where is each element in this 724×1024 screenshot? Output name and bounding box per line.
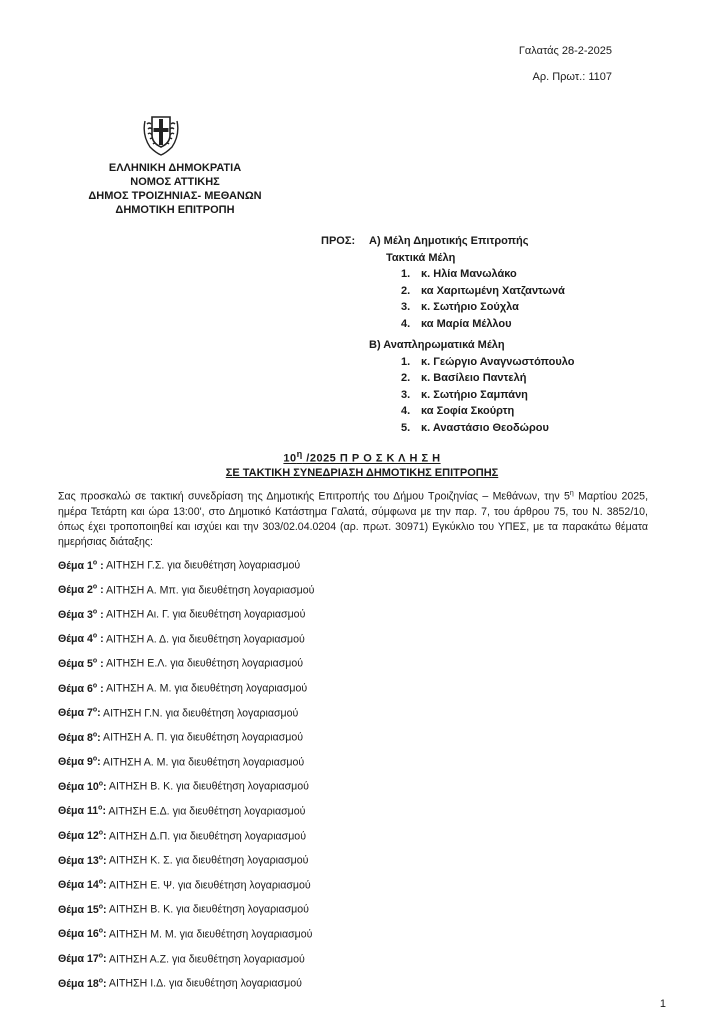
list-item bbox=[58, 876, 314, 901]
list-item bbox=[58, 581, 314, 606]
topic-text: ΑΙΤΗΣΗ Β. Κ. για διευθέτηση λογαριασμού bbox=[106, 780, 309, 793]
list-item bbox=[58, 630, 314, 655]
topic-label: Θέμα $11^o$: bbox=[58, 804, 106, 818]
member-name: κ. Ηλία Μανωλάκο bbox=[421, 268, 517, 280]
invitation-body: Σας προσκαλώ σε τακτική συνεδρίαση της Δημοτικής Επιτροπής του Δήμου Τροιζηνίας – Μεθάνων, την $5^\eta$ Μαρτίου 2025, ημέρα Τετάρτη και ώρα 13:00', στο Δημοτικό Κατάστημα Γαλατά, σύμφωνα με την παρ. 7, του άρθρου 75, του Ν. 3852/10, όπως έχει τροποποιηθεί και ισχύει και την 303/02.04.0204 (αρ. πρωτ. 30971) Εγκύκλιο του ΥΠΕΣ, με τα παρακάτω θέματα ημερήσιας διάταξης: bbox=[58, 490, 649, 548]
document-date: Γαλατάς 28-2-2025 bbox=[518, 45, 612, 57]
invitation-title: $10^\eta$ /2025 Π Ρ Ο Σ Κ Λ Η Σ Η bbox=[283, 449, 441, 465]
protocol-number: Αρ. Πρωτ.: 1107 bbox=[532, 71, 612, 83]
list-item bbox=[369, 420, 574, 437]
topic-text: ΑΙΤΗΣΗ Α. Μπ. για διευθέτηση λογαριασμού bbox=[103, 584, 315, 597]
list-item bbox=[369, 316, 565, 333]
list-item bbox=[58, 802, 314, 827]
topic-text: ΑΙΤΗΣΗ Γ.Σ. για διευθέτηση λογαριασμού bbox=[103, 559, 301, 572]
topic-text: ΑΙΤΗΣΗ Α.Ζ. για διευθέτηση λογαριασμού bbox=[106, 953, 305, 966]
list-item bbox=[58, 950, 314, 975]
topic-text: ΑΙΤΗΣΗ Β. Κ. για διευθέτηση λογαριασμού bbox=[106, 903, 309, 916]
member-name: κα Μαρία Μέλλου bbox=[421, 317, 512, 330]
list-item bbox=[58, 777, 314, 802]
item-number: 2. bbox=[401, 372, 411, 384]
topic-label: Θέμα $17^o$: bbox=[58, 952, 107, 966]
list-item bbox=[58, 556, 314, 581]
list-item bbox=[58, 827, 314, 852]
topic-label: Θέμα $2^o$ : bbox=[58, 583, 104, 597]
group-title: Β) Αναπληρωματικά Μέλη bbox=[369, 339, 505, 351]
member-name: κ. Βασίλειο Παντελή bbox=[421, 372, 527, 384]
topic-text: ΑΙΤΗΣΗ Γ.Ν. για διευθέτηση λογαριασμού bbox=[100, 707, 299, 720]
topic-text: ΑΙΤΗΣΗ Α. Π. για διευθέτηση λογαριασμού bbox=[100, 731, 304, 744]
agenda-topics bbox=[58, 556, 314, 999]
greek-coat-of-arms-icon bbox=[136, 109, 186, 159]
list-item bbox=[58, 679, 314, 704]
list-item bbox=[369, 387, 574, 404]
topic-label: Θέμα $16^o$: bbox=[58, 927, 107, 941]
topic-text: ΑΙΤΗΣΗ Α. Μ. για διευθέτηση λογαριασμού bbox=[103, 682, 308, 695]
topic-text: ΑΙΤΗΣΗ Α. Μ. για διευθέτηση λογαριασμού bbox=[100, 756, 305, 769]
topic-label: Θέμα $10^o$: bbox=[58, 780, 107, 793]
item-number: 1. bbox=[401, 355, 411, 368]
member-name: κα Χαριτωμένη Χατζαντωνά bbox=[421, 284, 565, 297]
item-number: 3. bbox=[401, 301, 411, 313]
page-number: 1 bbox=[659, 998, 666, 1010]
list-item bbox=[369, 354, 574, 371]
topic-label: Θέμα $4^o$ : bbox=[58, 632, 104, 646]
topic-text: ΑΙΤΗΣΗ Ε.Δ. για διευθέτηση λογαριασμού bbox=[105, 805, 306, 818]
list-item bbox=[58, 925, 314, 950]
topic-label: Θέμα $14^o$: bbox=[58, 878, 107, 892]
list-item bbox=[369, 403, 574, 420]
topic-label: Θέμα $1^o$ : bbox=[58, 559, 104, 572]
item-number: 5. bbox=[401, 421, 411, 434]
topic-label: Θέμα $12^o$: bbox=[58, 829, 107, 843]
list-item bbox=[58, 728, 314, 753]
topic-label: Θέμα $5^o$ : bbox=[58, 657, 104, 670]
recipients-group-regular bbox=[369, 233, 565, 332]
list-item bbox=[369, 266, 565, 283]
topic-text: ΑΙΤΗΣΗ Ι.Δ. για διευθέτηση λογαριασμού bbox=[106, 977, 302, 990]
topic-text: ΑΙΤΗΣΗ Ε.Λ. για διευθέτηση λογαριασμού bbox=[103, 657, 304, 670]
recipients-group-alternate bbox=[369, 337, 574, 436]
invitation-heading bbox=[0, 447, 724, 480]
topic-label: Θέμα $3^o$ : bbox=[58, 608, 104, 621]
list-item bbox=[58, 974, 314, 999]
authority-line: ΔΗΜΟΣ ΤΡΟΙΖΗΝΙΑΣ- ΜΕΘΑΝΩΝ bbox=[88, 190, 262, 202]
topic-text: ΑΙΤΗΣΗ Μ. Μ. για διευθέτηση λογαριασμού bbox=[106, 928, 313, 941]
authority-line: ΔΗΜΟΤΙΚΗ ΕΠΙΤΡΟΠΗ bbox=[115, 204, 235, 216]
recipients-label: ΠΡΟΣ: bbox=[321, 235, 356, 247]
group-subtitle: Τακτικά Μέλη bbox=[386, 251, 456, 264]
item-number: 4. bbox=[401, 317, 411, 330]
topic-text: ΑΙΤΗΣΗ Δ.Π. για διευθέτηση λογαριασμού bbox=[106, 830, 306, 843]
topic-text: ΑΙΤΗΣΗ Α. Δ. για διευθέτηση λογαριασμού bbox=[103, 633, 305, 646]
topic-text: ΑΙΤΗΣΗ Αι. Γ. για διευθέτηση λογαριασμού bbox=[103, 608, 306, 621]
authority-line: ΕΛΛΗΝΙΚΗ ΔΗΜΟΚΡΑΤΙΑ bbox=[108, 162, 242, 174]
list-item bbox=[58, 605, 314, 630]
topic-label: Θέμα $18^o$: bbox=[58, 977, 107, 990]
topic-text: ΑΙΤΗΣΗ Ε. Ψ. για διευθέτηση λογαριασμού bbox=[106, 879, 311, 892]
issuing-authority bbox=[70, 161, 280, 217]
topic-label: Θέμα $6^o$ : bbox=[58, 681, 104, 695]
topic-label: Θέμα $9^o$: bbox=[58, 755, 101, 769]
topic-label: Θέμα $8^o$: bbox=[58, 731, 101, 744]
topic-label: Θέμα $15^o$: bbox=[58, 903, 107, 916]
member-name: κ. Αναστάσιο Θεοδώρου bbox=[421, 421, 549, 434]
item-number: 2. bbox=[401, 284, 411, 297]
authority-line: ΝΟΜΟΣ ΑΤΤΙΚΗΣ bbox=[130, 176, 220, 188]
group-title: Α) Μέλη Δημοτικής Επιτροπής bbox=[369, 235, 529, 247]
item-number: 3. bbox=[401, 388, 411, 401]
list-item bbox=[58, 900, 314, 925]
member-name: κα Σοφία Σκούρτη bbox=[421, 405, 515, 417]
item-number: 4. bbox=[401, 405, 411, 417]
invitation-subtitle: ΣΕ ΤΑΚΤΙΚΗ ΣΥΝΕΔΡΙΑΣΗ ΔΗΜΟΤΙΚΗΣ ΕΠΙΤΡΟΠΗΣ bbox=[225, 466, 499, 479]
member-name: κ. Σωτήριο Σαμπάνη bbox=[421, 388, 528, 401]
list-item bbox=[58, 704, 314, 729]
list-item bbox=[58, 851, 314, 876]
topic-label: Θέμα $13^o$: bbox=[58, 854, 107, 867]
member-name: κ. Σωτήριο Σούχλα bbox=[421, 301, 519, 313]
item-number: 1. bbox=[401, 268, 411, 280]
list-item bbox=[369, 299, 565, 316]
member-name: κ. Γεώργιο Αναγνωστόπουλο bbox=[421, 355, 575, 368]
list-item bbox=[58, 753, 314, 778]
list-item bbox=[58, 654, 314, 679]
topic-label: Θέμα $7^o$: bbox=[58, 706, 101, 720]
list-item bbox=[369, 283, 565, 300]
list-item bbox=[369, 370, 574, 387]
topic-text: ΑΙΤΗΣΗ Κ. Σ. για διευθέτηση λογαριασμού bbox=[106, 854, 309, 867]
